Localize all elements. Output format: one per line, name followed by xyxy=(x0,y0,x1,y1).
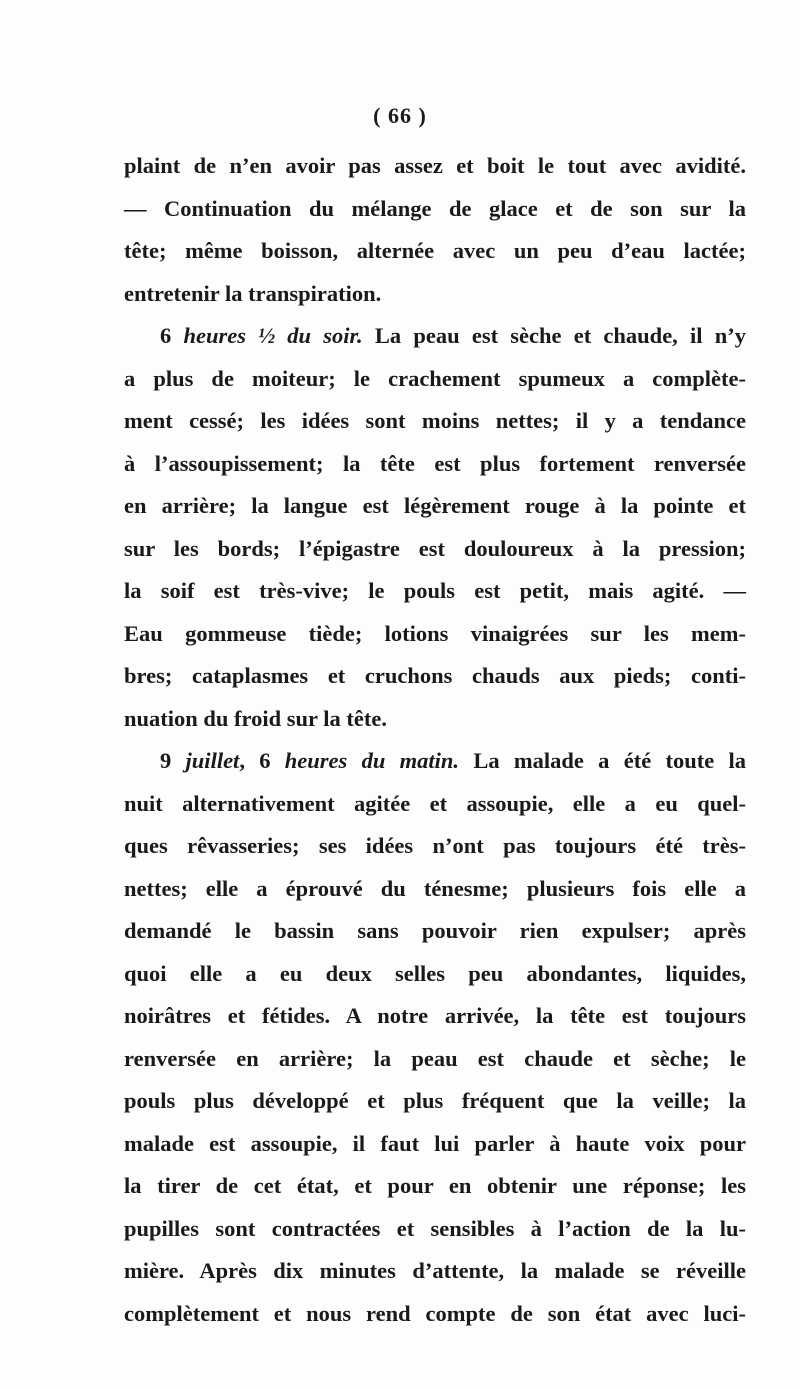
text-line xyxy=(124,400,746,443)
text-line xyxy=(124,230,746,273)
text-run: sur les bords; l’épigastre est douloureux à la pression; xyxy=(124,535,746,561)
text-line xyxy=(124,910,746,953)
text-run: La malade a été toute la xyxy=(459,748,747,773)
text-line xyxy=(124,358,746,401)
text-run: nettes; elle a éprouvé du ténesme; plusieurs fois elle a xyxy=(124,875,746,901)
text-run: nuation du froid sur la tête. xyxy=(124,705,387,731)
text-line xyxy=(124,613,746,656)
text-line xyxy=(124,528,746,571)
text-run: la soif est très-vive; le pouls est petit, mais agité. — xyxy=(124,578,746,603)
text-run: en arrière; la langue est légèrement rouge à la pointe et xyxy=(124,493,746,518)
text-line xyxy=(124,1123,746,1166)
text-line xyxy=(124,1293,746,1336)
text-run: entretenir la transpiration. xyxy=(124,280,382,306)
text-line xyxy=(124,655,746,698)
text-line xyxy=(124,570,746,613)
text-line xyxy=(124,1165,746,1208)
text-run: a plus de moiteur; le crachement spumeux a complète- xyxy=(124,365,746,391)
italic-text-run: heures du matin. xyxy=(284,748,460,773)
text-run: complètement et nous rend compte de son état avec luci- xyxy=(124,1300,746,1326)
text-run: — Continuation du mélange de glace et de son sur la xyxy=(124,195,746,221)
text-run: plaint de n’en avoir pas assez et boit le tout avec avidité. xyxy=(124,153,746,178)
text-run: ment cessé; les idées sont moins nettes; il y a tendance xyxy=(124,408,746,433)
italic-text-run: juillet xyxy=(185,748,240,773)
text-line xyxy=(124,315,746,358)
text-run: la tirer de cet état, et pour en obtenir une réponse; les xyxy=(124,1173,746,1198)
text-line xyxy=(124,740,746,783)
text-run: quoi elle a eu deux selles peu abondantes, liquides, xyxy=(124,960,746,986)
text-run: La peau est sèche et chaude, il n’y xyxy=(362,323,746,348)
text-run: Eau gommeuse tiède; lotions vinaigrées sur les mem- xyxy=(124,620,746,646)
text-line xyxy=(124,868,746,911)
text-line xyxy=(124,995,746,1038)
text-line xyxy=(124,953,746,996)
text-line xyxy=(124,1208,746,1251)
text-run: demandé le bassin sans pouvoir rien expulser; après xyxy=(124,918,746,943)
text-line xyxy=(124,273,746,316)
text-line xyxy=(124,698,746,741)
page-number: ( 66 ) xyxy=(373,103,427,128)
text-run: 6 xyxy=(160,323,184,348)
text-run: pupilles sont contractées et sensibles à l’action de la lu- xyxy=(124,1215,746,1241)
text-run: nuit alternativement agitée et assoupie, elle a eu quel- xyxy=(124,790,746,816)
text-run: à l’assoupissement; la tête est plus fortement renversée xyxy=(124,450,746,476)
text-run: noirâtres et fétides. A notre arrivée, la tête est toujours xyxy=(124,1003,746,1028)
text-run: bres; cataplasmes et cruchons chauds aux pieds; conti- xyxy=(124,663,746,688)
italic-text-run: heures ½ du soir. xyxy=(183,323,363,348)
text-line xyxy=(124,1250,746,1293)
text-line xyxy=(124,485,746,528)
body-text xyxy=(124,145,746,1335)
text-line xyxy=(124,443,746,486)
text-line xyxy=(124,825,746,868)
text-line xyxy=(124,145,746,188)
text-run: , 6 xyxy=(239,748,285,773)
text-run: pouls plus développé et plus fréquent que la veille; la xyxy=(124,1088,746,1113)
text-run: 9 xyxy=(160,748,186,773)
text-line xyxy=(124,188,746,231)
text-line xyxy=(124,1038,746,1081)
text-run: malade est assoupie, il faut lui parler à haute voix pour xyxy=(124,1130,746,1156)
text-run: mière. Après dix minutes d’attente, la malade se réveille xyxy=(124,1258,746,1283)
text-line xyxy=(124,783,746,826)
text-run: tête; même boisson, alternée avec un peu d’eau lactée; xyxy=(124,238,746,263)
text-run: ques rêvasseries; ses idées n’ont pas toujours été très- xyxy=(124,833,746,858)
text-line xyxy=(124,1080,746,1123)
text-run: renversée en arrière; la peau est chaude et sèche; le xyxy=(124,1045,746,1071)
